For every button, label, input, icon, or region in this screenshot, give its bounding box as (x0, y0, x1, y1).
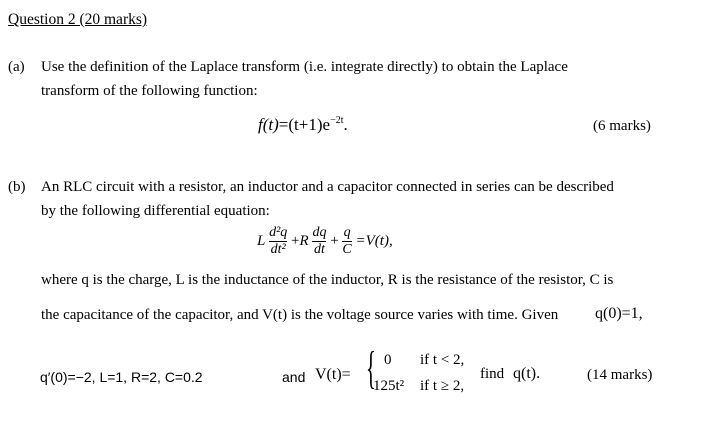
de-frac-second (269, 226, 287, 257)
case1-condition: if t < 2, (420, 352, 465, 368)
case1-value: 0 (384, 352, 392, 368)
part-b-line4: the capacitance of the capacitor, and V(t) is the voltage source varies with time. Given (41, 307, 559, 323)
part-b-line3: where q is the charge, L is the inductance of the inductor, R is the resistance of the resistor, C is (41, 272, 614, 288)
de-R: R (299, 232, 309, 249)
conditions-and: and (282, 369, 306, 385)
de-dt: dt (313, 242, 325, 257)
eq-lhs: f(t) (258, 115, 279, 134)
piecewise-brace: { (366, 342, 376, 393)
de-dt2: dt² (270, 242, 286, 257)
de-d2q: d²q (269, 225, 288, 240)
eq-rhs: (t+1)e (288, 115, 331, 134)
de-L: L (257, 232, 266, 249)
part-b-line2: by the following differential equation: (41, 203, 270, 219)
differential-equation (257, 226, 393, 257)
find-text: find (480, 366, 505, 382)
given-q0: q(0)=1, (595, 305, 643, 322)
part-a-equation (258, 115, 348, 135)
part-a-label: (a) (8, 59, 25, 75)
part-b-line1: An RLC circuit with a resistor, an inductor and a capacitor connected in series can be described (41, 179, 614, 195)
de-q: q (343, 225, 351, 240)
conditions: q′(0)=−2, L=1, R=2, C=0.2 (40, 369, 203, 385)
de-frac-qc (342, 226, 351, 257)
question-heading: Question 2 (20 marks) (8, 11, 148, 28)
de-plus1: + (291, 232, 300, 249)
eq-equals: = (278, 115, 289, 134)
de-rhs: =V(t), (355, 232, 393, 249)
part-a-marks: (6 marks) (593, 118, 651, 134)
part-b-marks: (14 marks) (587, 367, 653, 383)
de-dq: dq (312, 225, 327, 240)
de-plus2: + (330, 232, 339, 249)
de-frac-first (312, 226, 326, 257)
part-b-label: (b) (8, 179, 26, 195)
eq-exponent: −2t (330, 115, 344, 126)
find-q: q(t). (513, 365, 541, 382)
de-C: C (342, 242, 352, 257)
part-a-line2: transform of the following function: (41, 83, 258, 99)
voltage-lhs: V(t)= (315, 366, 351, 383)
eq-end: . (343, 115, 348, 134)
case2-value: 125t² (373, 378, 405, 394)
case2-condition: if t ≥ 2, (420, 378, 465, 394)
part-a-line1: Use the definition of the Laplace transform (i.e. integrate directly) to obtain the Laplace (41, 59, 568, 75)
